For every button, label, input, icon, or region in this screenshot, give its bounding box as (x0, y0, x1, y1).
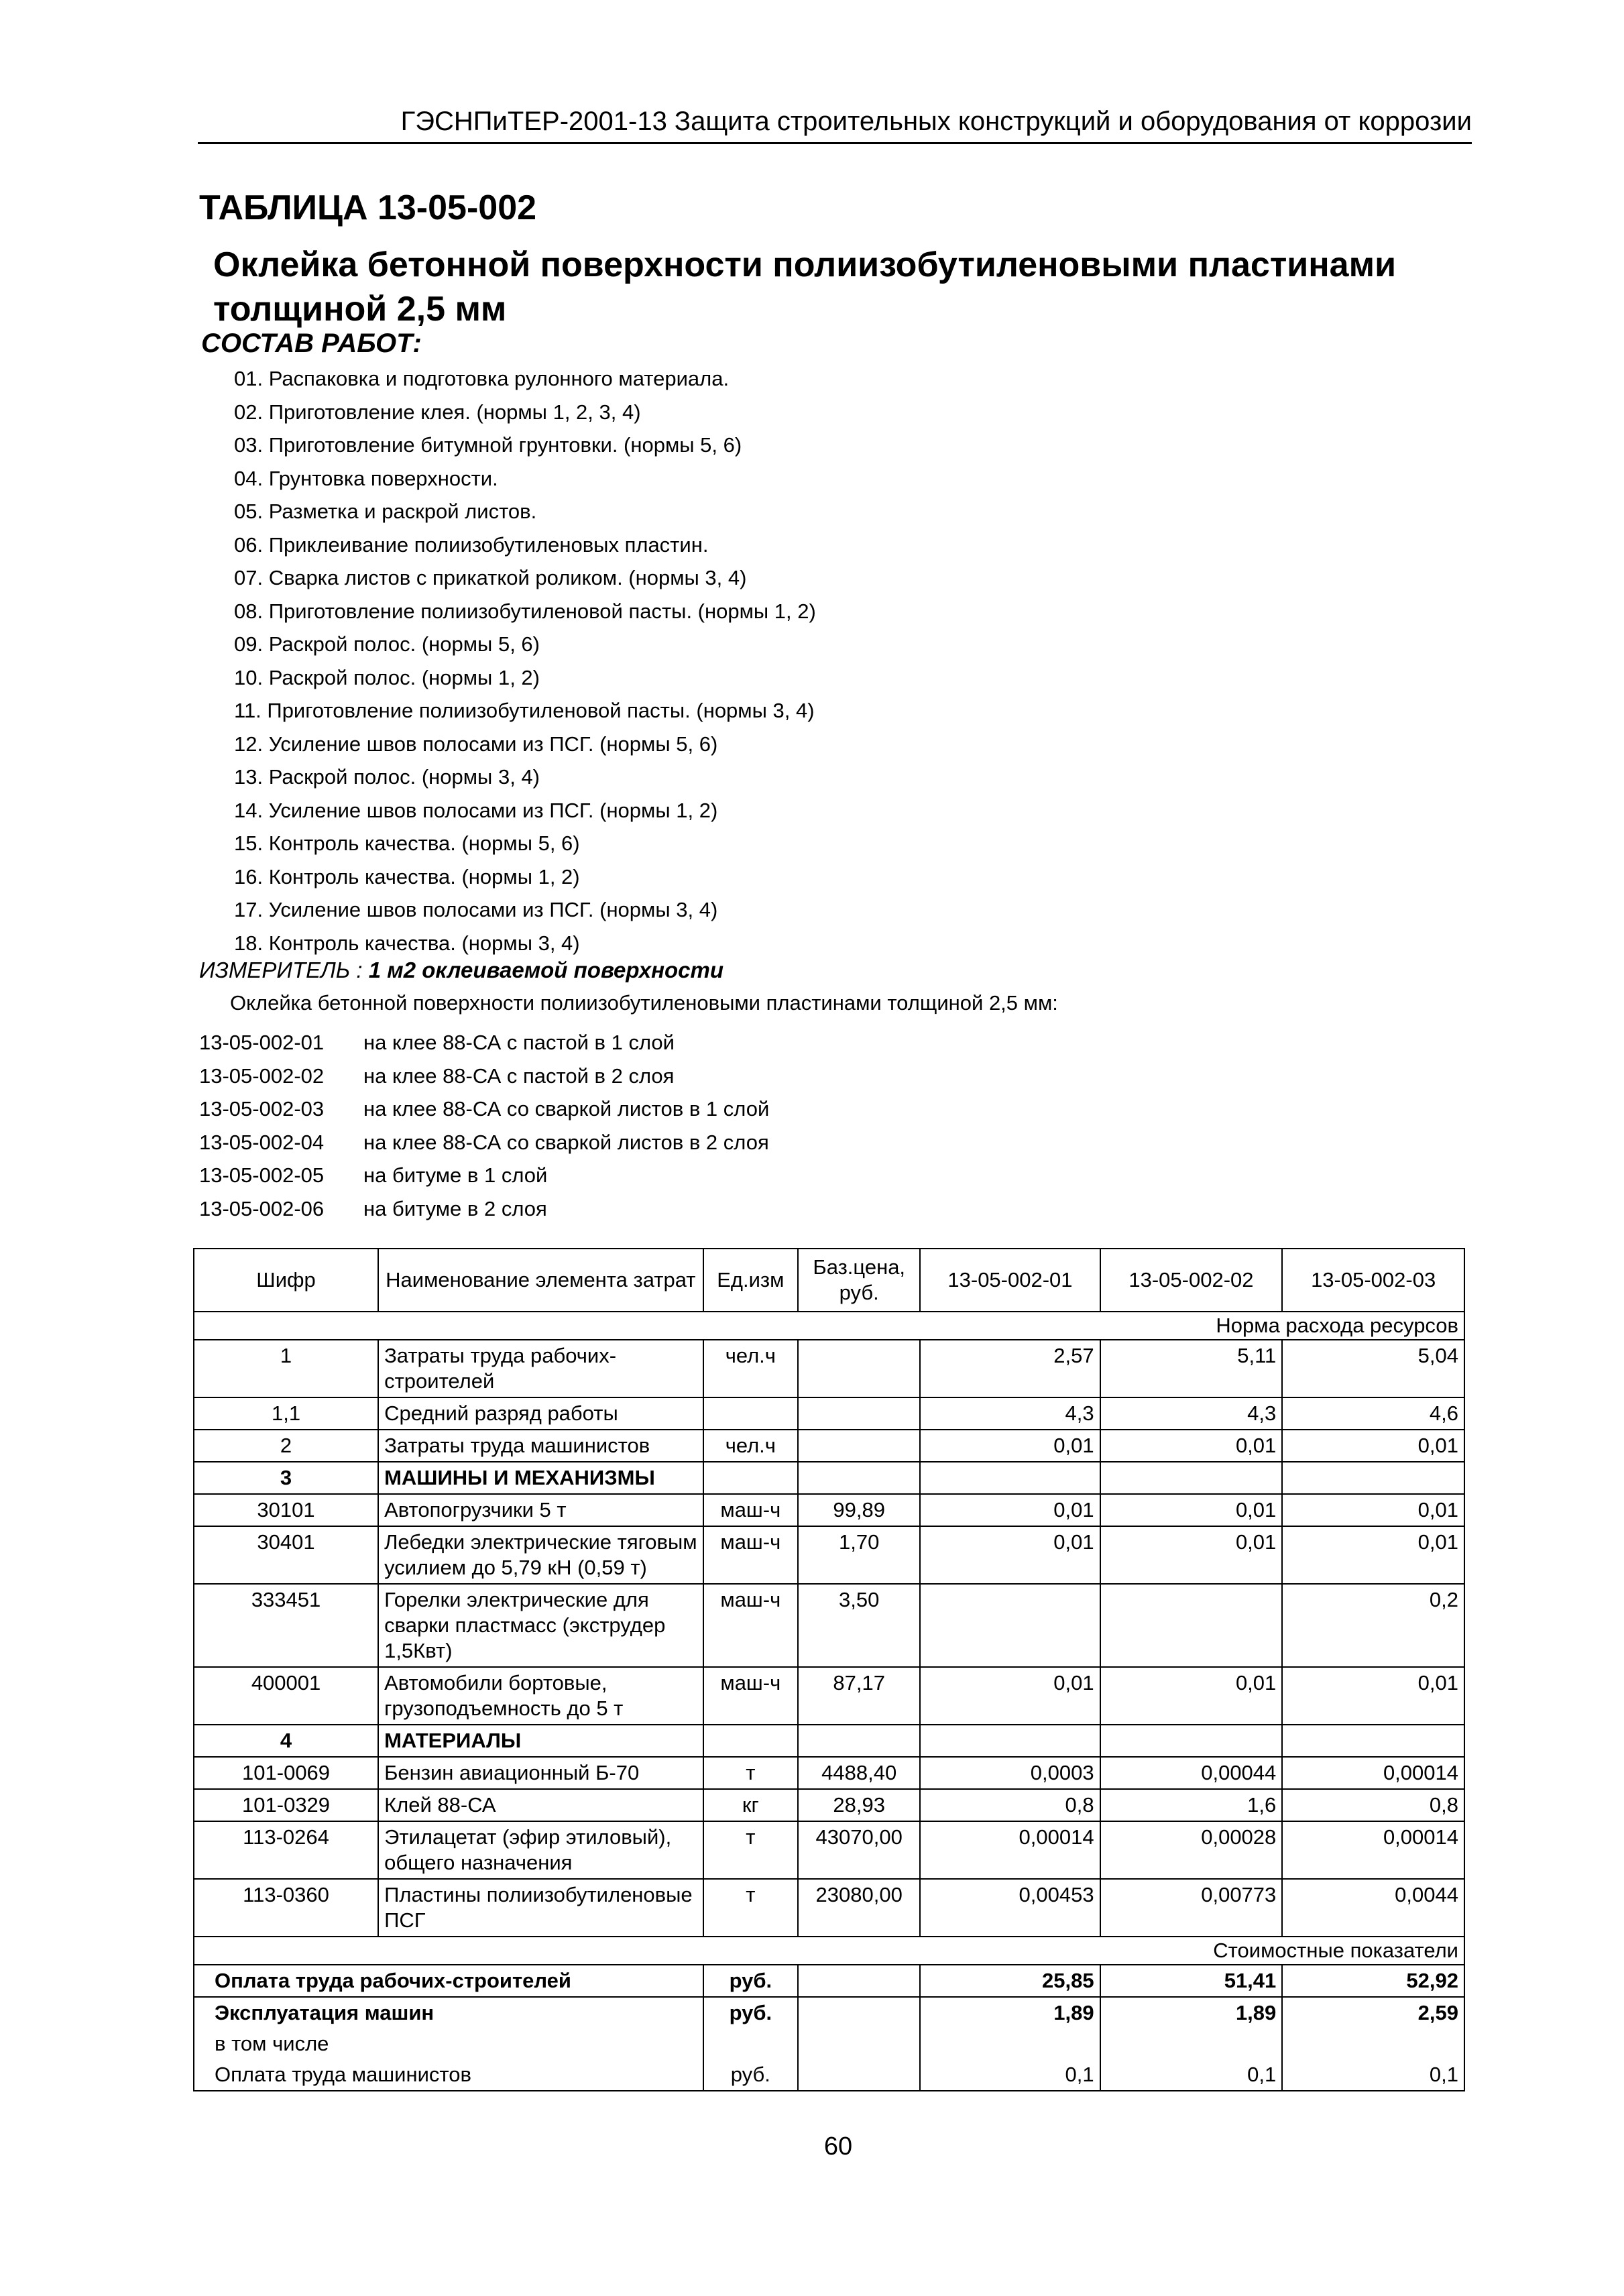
col-header-name: Наименование элемента затрат (378, 1249, 703, 1312)
variant-text: на клее 88-СА со сваркой листов в 2 слоя (363, 1130, 769, 1154)
variant-item (199, 1192, 769, 1226)
cell-unit: маш-ч (703, 1584, 799, 1667)
cost-unit: руб. (703, 2059, 799, 2091)
cost-unit: руб. (703, 1997, 799, 2028)
cost-v2: 51,41 (1100, 1965, 1283, 1997)
variant-item (199, 1159, 769, 1192)
cell-price: 4488,40 (798, 1757, 920, 1789)
work-item: 07. Сварка листов с прикаткой роликом. (нормы 3, 4) (234, 566, 747, 589)
cost-name: Оплата труда машинистов (194, 2059, 703, 2091)
cell-v3 (1282, 1462, 1464, 1494)
cost-v3: 0,1 (1282, 2059, 1464, 2091)
cell-unit: маш-ч (703, 1667, 799, 1725)
table-row (194, 1430, 1464, 1462)
norm-caption: Норма расхода ресурсов (194, 1312, 1464, 1340)
table-row (194, 1879, 1464, 1937)
group-row-machines (194, 1462, 1464, 1494)
table-row (194, 1757, 1464, 1789)
cell-v2: 0,00044 (1100, 1757, 1283, 1789)
cell-v3: 0,00014 (1282, 1757, 1464, 1789)
work-item: 14. Усиление швов полосами из ПСГ. (нормы 1, 2) (234, 798, 718, 822)
cell-price: 99,89 (798, 1494, 920, 1526)
variant-text: на клее 88-СА с пастой в 2 слоя (363, 1064, 675, 1088)
cell-name: Затраты труда машинистов (378, 1430, 703, 1462)
work-item: 16. Контроль качества. (нормы 1, 2) (234, 864, 580, 888)
cell-v2: 4,3 (1100, 1397, 1283, 1430)
cell-v3: 0,8 (1282, 1789, 1464, 1821)
cost-unit: руб. (703, 1965, 799, 1997)
variant-code: 13-05-002-06 (199, 1196, 325, 1220)
cell-code: 1,1 (194, 1397, 378, 1430)
table-subtitle: Оклейка бетонной поверхности полиизобутиленовыми пластинами толщиной 2,5 мм (213, 245, 1397, 329)
col-header-norm1: 13-05-002-01 (920, 1249, 1100, 1312)
page-number: 60 (823, 2132, 853, 2161)
cell-v3: 4,6 (1282, 1397, 1464, 1430)
cell-v2: 0,01 (1100, 1430, 1283, 1462)
cell-v1: 0,00014 (920, 1821, 1100, 1879)
cell-price: 43070,00 (798, 1821, 920, 1879)
cost-v2: 1,89 (1100, 1997, 1283, 2028)
cell-v2: 0,01 (1100, 1494, 1283, 1526)
cell-code: 3 (194, 1462, 378, 1494)
col-header-norm3: 13-05-002-03 (1282, 1249, 1464, 1312)
cell-name: Затраты труда рабочих-строителей (378, 1340, 703, 1397)
cell-price (798, 1340, 920, 1397)
cell-v3: 0,01 (1282, 1494, 1464, 1526)
works-title: СОСТАВ РАБОТ: (201, 329, 422, 358)
cell-v2: 5,11 (1100, 1340, 1283, 1397)
cell-code: 30401 (194, 1526, 378, 1584)
cell-v2: 0,00028 (1100, 1821, 1283, 1879)
cell-v1 (920, 1584, 1100, 1667)
cost-v2: 0,1 (1100, 2059, 1283, 2091)
work-item: 06. Приклеивание полиизобутиленовых пластин. (234, 532, 709, 557)
cell-v1: 0,00453 (920, 1879, 1100, 1937)
group-row-materials (194, 1725, 1464, 1757)
cell-v3: 5,04 (1282, 1340, 1464, 1397)
cell-name: Клей 88-СА (378, 1789, 703, 1821)
variants-list (199, 1026, 769, 1225)
variant-code: 13-05-002-04 (199, 1130, 325, 1154)
cost-price (798, 1997, 920, 2028)
cell-price (798, 1462, 920, 1494)
cell-code: 101-0069 (194, 1757, 378, 1789)
cell-v1: 0,01 (920, 1667, 1100, 1725)
cell-name: Средний разряд работы (378, 1397, 703, 1430)
cell-price (798, 1397, 920, 1430)
cell-name: МАШИНЫ И МЕХАНИЗМЫ (378, 1462, 703, 1494)
measure-line (199, 958, 723, 983)
running-header: ГЭСНПиТЕР-2001-13 Защита строительных конструкций и оборудования от коррозии (198, 101, 1472, 144)
cell-v1: 0,01 (920, 1494, 1100, 1526)
cell-unit: т (703, 1821, 799, 1879)
cell-name: Пластины полиизобутиленовые ПСГ (378, 1879, 703, 1937)
cost-v3: 52,92 (1282, 1965, 1464, 1997)
variants-intro: Оклейка бетонной поверхности полиизобутиленовыми пластинами толщиной 2,5 мм: (230, 991, 1058, 1015)
table-row (194, 1667, 1464, 1725)
cost-caption-row (194, 1937, 1464, 1965)
work-item: 05. Разметка и раскрой листов. (234, 500, 537, 523)
work-item: 09. Раскрой полос. (нормы 5, 6) (234, 632, 540, 656)
measure-label: ИЗМЕРИТЕЛЬ : (199, 958, 369, 982)
cell-v3 (1282, 1725, 1464, 1757)
cell-unit (703, 1397, 799, 1430)
cell-code: 101-0329 (194, 1789, 378, 1821)
variant-item (199, 1026, 769, 1059)
cost-row (194, 2059, 1464, 2091)
cell-price (798, 1725, 920, 1757)
cost-name: Эксплуатация машин (194, 1997, 703, 2028)
cell-unit: т (703, 1879, 799, 1937)
cell-v3: 0,01 (1282, 1430, 1464, 1462)
cost-v2 (1100, 2028, 1283, 2059)
norms-table (193, 1248, 1465, 2091)
cell-v2 (1100, 1462, 1283, 1494)
cost-row (194, 1997, 1464, 2028)
work-item: 08. Приготовление полиизобутиленовой пасты. (нормы 1, 2) (234, 599, 816, 623)
measure-unit: 1 м2 оклеиваемой поверхности (368, 958, 724, 982)
cost-caption: Стоимостные показатели (194, 1937, 1464, 1965)
table-row (194, 1821, 1464, 1879)
cell-price: 28,93 (798, 1789, 920, 1821)
variant-text: на клее 88-СА с пастой в 1 слой (363, 1031, 675, 1054)
cell-code: 1 (194, 1340, 378, 1397)
cell-name: Бензин авиационный Б-70 (378, 1757, 703, 1789)
cell-unit (703, 1725, 799, 1757)
cost-v3 (1282, 2028, 1464, 2059)
cost-v1: 25,85 (920, 1965, 1100, 1997)
cost-price (798, 2059, 920, 2091)
work-item: 11. Приготовление полиизобутиленовой пасты. (нормы 3, 4) (234, 699, 815, 722)
cell-name: МАТЕРИАЛЫ (378, 1725, 703, 1757)
cell-unit (703, 1462, 799, 1494)
cell-v3: 0,01 (1282, 1667, 1464, 1725)
cost-v1 (920, 2028, 1100, 2059)
cell-v1: 2,57 (920, 1340, 1100, 1397)
col-header-unit: Ед.изм (703, 1249, 799, 1312)
cell-v2 (1100, 1725, 1283, 1757)
cell-name: Автомобили бортовые, грузоподъемность до 5 т (378, 1667, 703, 1725)
variant-item (199, 1126, 769, 1159)
cost-unit (703, 2028, 799, 2059)
table-row (194, 1397, 1464, 1430)
work-item: 10. Раскрой полос. (нормы 1, 2) (234, 665, 540, 689)
work-item: 01. Распаковка и подготовка рулонного материала. (234, 367, 730, 390)
cell-v2: 0,01 (1100, 1526, 1283, 1584)
cell-v2: 0,00773 (1100, 1879, 1283, 1937)
cell-name: Лебедки электрические тяговым усилием до 5,79 кН (0,59 т) (378, 1526, 703, 1584)
table-title: ТАБЛИЦА 13-05-002 (199, 188, 537, 227)
work-item: 04. Грунтовка поверхности. (234, 466, 498, 490)
cell-unit: чел.ч (703, 1430, 799, 1462)
cell-unit: кг (703, 1789, 799, 1821)
variant-code: 13-05-002-02 (199, 1064, 325, 1088)
variant-text: на клее 88-СА со сваркой листов в 1 слой (363, 1097, 770, 1121)
cell-v3: 0,0044 (1282, 1879, 1464, 1937)
table-row (194, 1526, 1464, 1584)
cell-price: 87,17 (798, 1667, 920, 1725)
cost-name: в том числе (194, 2028, 703, 2059)
cell-v2: 0,01 (1100, 1667, 1283, 1725)
table-row (194, 1340, 1464, 1397)
work-item: 17. Усиление швов полосами из ПСГ. (нормы 3, 4) (234, 898, 718, 921)
variant-item (199, 1092, 769, 1126)
col-header-code: Шифр (194, 1249, 378, 1312)
cost-price (798, 2028, 920, 2059)
cell-v1: 0,8 (920, 1789, 1100, 1821)
table-row (194, 1789, 1464, 1821)
cell-v3: 0,01 (1282, 1526, 1464, 1584)
variant-code: 13-05-002-05 (199, 1163, 325, 1187)
cost-price (798, 1965, 920, 1997)
cell-name: Этилацетат (эфир этиловый), общего назначения (378, 1821, 703, 1879)
work-item: 03. Приготовление битумной грунтовки. (нормы 5, 6) (234, 433, 742, 457)
cell-code: 113-0360 (194, 1879, 378, 1937)
cost-v1: 1,89 (920, 1997, 1100, 2028)
cell-price (798, 1430, 920, 1462)
cell-v1: 0,0003 (920, 1757, 1100, 1789)
cell-v1 (920, 1725, 1100, 1757)
cell-unit: маш-ч (703, 1526, 799, 1584)
work-item: 18. Контроль качества. (нормы 3, 4) (234, 931, 580, 955)
cost-row (194, 2028, 1464, 2059)
cell-name: Автопогрузчики 5 т (378, 1494, 703, 1526)
variant-text: на битуме в 1 слой (363, 1163, 548, 1187)
variant-text: на битуме в 2 слоя (363, 1196, 547, 1220)
cost-name: Оплата труда рабочих-строителей (194, 1965, 703, 1997)
work-item: 12. Усиление швов полосами из ПСГ. (нормы 5, 6) (234, 732, 718, 756)
cost-v1: 0,1 (920, 2059, 1100, 2091)
cell-code: 4 (194, 1725, 378, 1757)
cell-unit: чел.ч (703, 1340, 799, 1397)
cell-v1 (920, 1462, 1100, 1494)
table-row (194, 1584, 1464, 1667)
cell-v3: 0,2 (1282, 1584, 1464, 1667)
cell-v2: 1,6 (1100, 1789, 1283, 1821)
cell-code: 30101 (194, 1494, 378, 1526)
cell-unit: маш-ч (703, 1494, 799, 1526)
variant-code: 13-05-002-01 (199, 1031, 325, 1054)
cost-row (194, 1965, 1464, 1997)
work-item: 13. Раскрой полос. (нормы 3, 4) (234, 765, 540, 789)
variant-item (199, 1059, 769, 1093)
work-item: 15. Контроль качества. (нормы 5, 6) (234, 831, 580, 855)
cell-price: 23080,00 (798, 1879, 920, 1937)
cell-code: 2 (194, 1430, 378, 1462)
variant-code: 13-05-002-03 (199, 1097, 325, 1121)
works-list (234, 362, 816, 960)
col-header-norm2: 13-05-002-02 (1100, 1249, 1283, 1312)
cell-v1: 0,01 (920, 1526, 1100, 1584)
cell-unit: т (703, 1757, 799, 1789)
cell-code: 333451 (194, 1584, 378, 1667)
cell-price: 3,50 (798, 1584, 920, 1667)
norm-caption-row (194, 1312, 1464, 1340)
cell-v3: 0,00014 (1282, 1821, 1464, 1879)
cell-v2 (1100, 1584, 1283, 1667)
work-item: 02. Приготовление клея. (нормы 1, 2, 3, 4) (234, 400, 641, 424)
col-header-price: Баз.цена, руб. (798, 1249, 920, 1312)
table-header-row (194, 1249, 1464, 1312)
cost-v3: 2,59 (1282, 1997, 1464, 2028)
cell-price: 1,70 (798, 1526, 920, 1584)
cell-v1: 4,3 (920, 1397, 1100, 1430)
cell-code: 400001 (194, 1667, 378, 1725)
cell-code: 113-0264 (194, 1821, 378, 1879)
cell-name: Горелки электрические для сварки пластмасс (экструдер 1,5Квт) (378, 1584, 703, 1667)
cell-v1: 0,01 (920, 1430, 1100, 1462)
table-row (194, 1494, 1464, 1526)
